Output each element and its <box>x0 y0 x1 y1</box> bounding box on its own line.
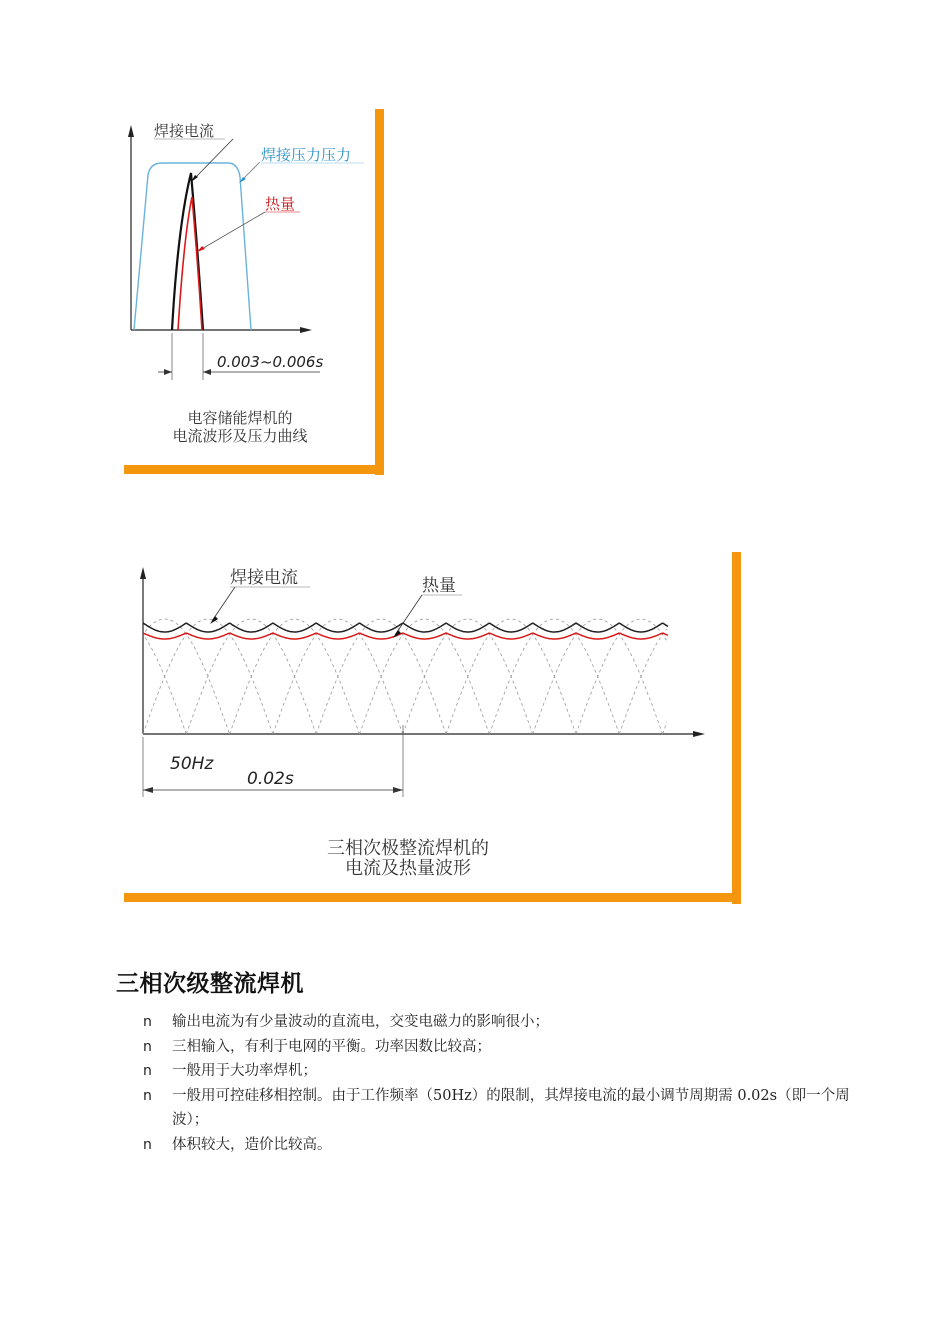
bullet-marker: n <box>143 1063 152 1079</box>
bullet-marker: n <box>143 1014 152 1030</box>
half-wave-arch <box>145 619 229 734</box>
caption-line-2: 电流波形及压力曲线 <box>172 427 308 445</box>
leader-current-arrow <box>210 616 218 624</box>
frame-right <box>375 109 384 475</box>
label-duration: 0.003~0.006s <box>217 353 324 371</box>
half-wave-arch <box>663 722 667 734</box>
x-axis-arrow <box>693 731 705 737</box>
figure-three-phase-rectifier <box>120 549 746 907</box>
caption-line-1: 电容储能焊机的 <box>187 409 293 427</box>
list-item-text: 输出电流为有少量波动的直流电，交变电磁力的影响很小； <box>172 1014 549 1030</box>
dim-arrow-left <box>143 787 153 793</box>
frame-bottom <box>124 893 741 902</box>
dim-arrow-right <box>393 787 403 793</box>
list-item <box>116 1059 876 1084</box>
half-wave-arch <box>145 638 186 734</box>
label-welding-current: 焊接电流 <box>230 568 298 588</box>
three-phase-section <box>116 965 876 1157</box>
list-item-text: 三相输入，有利于电网的平衡。功率因数比较高； <box>172 1038 491 1055</box>
label-frequency: 50Hz <box>170 754 214 774</box>
capacitor-waveform-chart <box>120 105 390 477</box>
feature-list <box>116 1010 876 1157</box>
label-heat: 热量 <box>265 195 296 213</box>
leader-heat <box>395 595 422 635</box>
caption-line-1: 三相次极整流焊机的 <box>327 838 489 859</box>
bullet-marker: n <box>143 1038 152 1055</box>
list-item <box>116 1084 876 1133</box>
three-phase-waveform-chart <box>120 549 746 907</box>
label-heat: 热量 <box>422 576 456 596</box>
caption-line-2: 电流及热量波形 <box>345 858 471 879</box>
leader-current <box>212 587 235 621</box>
y-axis-arrow <box>128 125 134 137</box>
label-welding-pressure: 焊接压力压力 <box>261 146 352 164</box>
dim-arrow-left <box>164 369 172 375</box>
section-title: 三相次级整流焊机 <box>116 970 304 997</box>
list-item <box>116 1035 876 1060</box>
label-welding-current: 焊接电流 <box>154 122 215 140</box>
frame-bottom <box>124 465 384 474</box>
list-item <box>116 1133 876 1158</box>
list-item-text: 一般用可控硅移相控制。由于工作频率（50Hz）的限制，其焊接电流的最小调节周期需 0.02s（即一个周波）； <box>172 1087 850 1128</box>
y-axis-arrow <box>140 567 146 579</box>
leader-heat <box>200 212 265 250</box>
dim-arrow-right <box>203 369 211 375</box>
label-period: 0.02s <box>247 769 294 789</box>
bullet-marker: n <box>143 1136 152 1153</box>
welding-current-ripple <box>143 623 668 632</box>
frame-right <box>732 552 741 904</box>
current-curve <box>172 173 203 330</box>
figure-capacitor-discharge <box>120 105 390 477</box>
leader-current <box>194 139 233 179</box>
x-axis-arrow <box>300 327 312 333</box>
list-item-text: 体积较大，造价比较高。 <box>172 1136 332 1153</box>
list-item-text: 一般用于大功率焊机； <box>172 1063 317 1079</box>
bullet-marker: n <box>143 1087 152 1104</box>
list-item <box>116 1010 876 1035</box>
